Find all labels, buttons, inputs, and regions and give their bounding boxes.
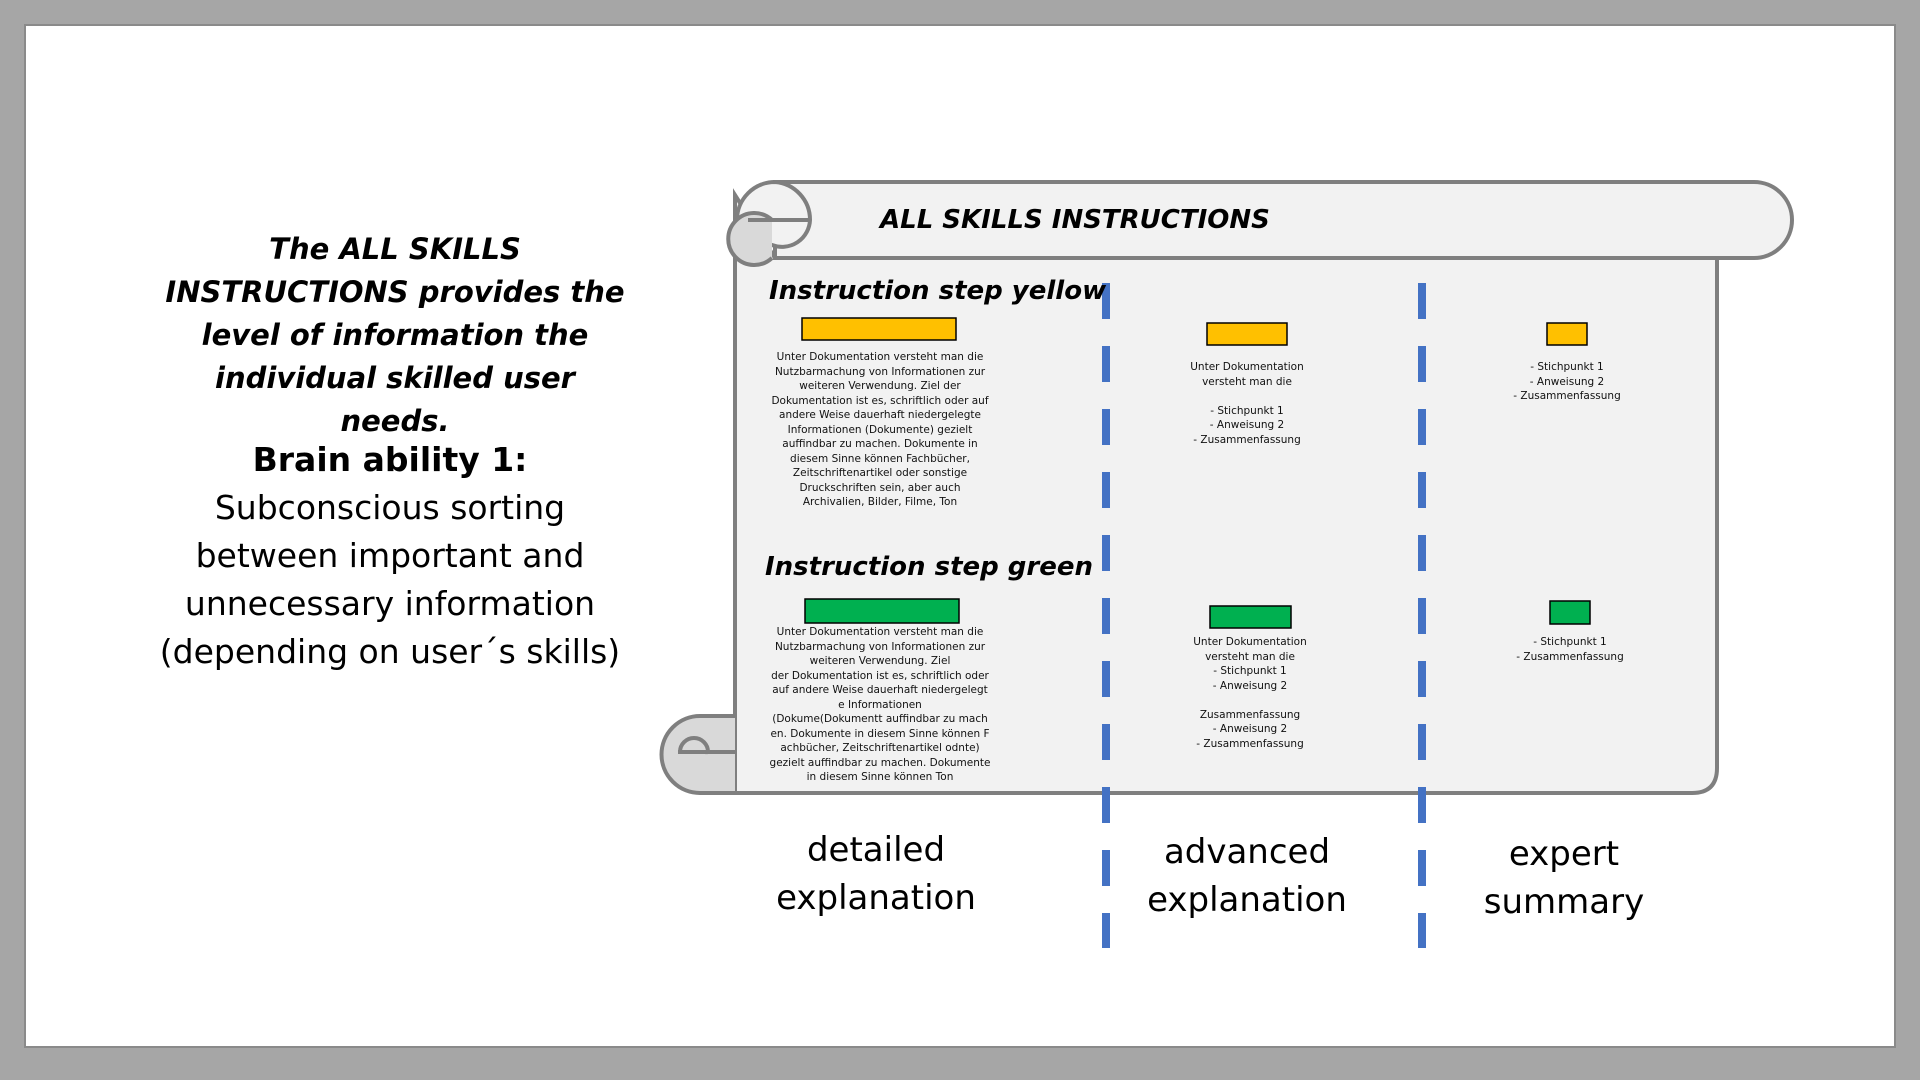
column-label-expert: expert summary [1483,834,1645,922]
green-bar-expert [1550,601,1590,624]
green-detailed-text: Unter Dokumentation versteht man die Nutzbarmachung von Informationen zur weiteren Verwendung. Ziel der Dokumentation ist es, schriftlich oder auf andere Weise dauerhaft niedergelegt e Informationen (Dokume(Dokumentt auffindbar zu mach en. Dokumente in diesem Sinne können F achbücher, Zeitschriftenartikel odnte) gezielt auffindbar zu machen. Dokumente in diesem Sinne können Ton [769,626,991,783]
yellow-advanced-text: Unter Dokumentation versteht man die - Stichpunkt 1 - Anweisung 2 - Zusammenfassung [1190,361,1304,446]
brain-ability-title: Brain ability 1: [252,440,528,479]
step-title-green: Instruction step green [765,552,1094,582]
yellow-bar-detailed [802,318,956,340]
yellow-bar-expert [1547,323,1587,345]
brain-ability-line: (depending on user´s skills) [159,632,621,671]
yellow-expert-text: - Stichpunkt 1 - Anweisung 2 - Zusammenfassung [1513,361,1621,402]
column-label-advanced: advanced explanation [1147,832,1347,920]
green-bar-detailed [805,599,959,623]
green-bar-advanced [1210,606,1291,628]
scroll-title: ALL SKILLS INSTRUCTIONS [880,205,1270,235]
intro-line: INSTRUCTIONS provides the [165,275,625,309]
scroll-bottom-curl [662,716,736,793]
brain-ability-line: Subconscious sorting [214,488,566,527]
yellow-detailed-text: Unter Dokumentation versteht man die Nutzbarmachung von Informationen zur weiteren Verwendung. Ziel der Dokumentation ist es, schriftlich oder auf andere Weise dauerhaft niedergelegte Informationen (Dokumente) gezielt auffindbar zu machen. Dokumente in diesem Sinne können Fachbücher, Zeitschriftenartikel oder sonstige Druckschriften sein, aber auch Archivalien, Bilder, Filme, Ton [771,351,989,508]
green-expert-text: - Stichpunkt 1 - Zusammenfassung [1516,636,1624,663]
green-advanced-text: Unter Dokumentation versteht man die - Stichpunkt 1 - Anweisung 2 Zusammenfassung - Anweisung 2 - Zusammenfassung [1193,636,1307,750]
intro-line: individual skilled user needs. [215,361,575,438]
brain-ability-line: unnecessary information [184,584,596,623]
column-label-detailed: detailed explanation [776,830,976,918]
brain-ability-line: between important and [195,536,585,575]
intro-line: The ALL SKILLS [269,232,521,266]
yellow-bar-advanced [1207,323,1287,345]
intro-line: level of information the [201,318,589,352]
step-title-yellow: Instruction step yellow [769,276,1107,306]
